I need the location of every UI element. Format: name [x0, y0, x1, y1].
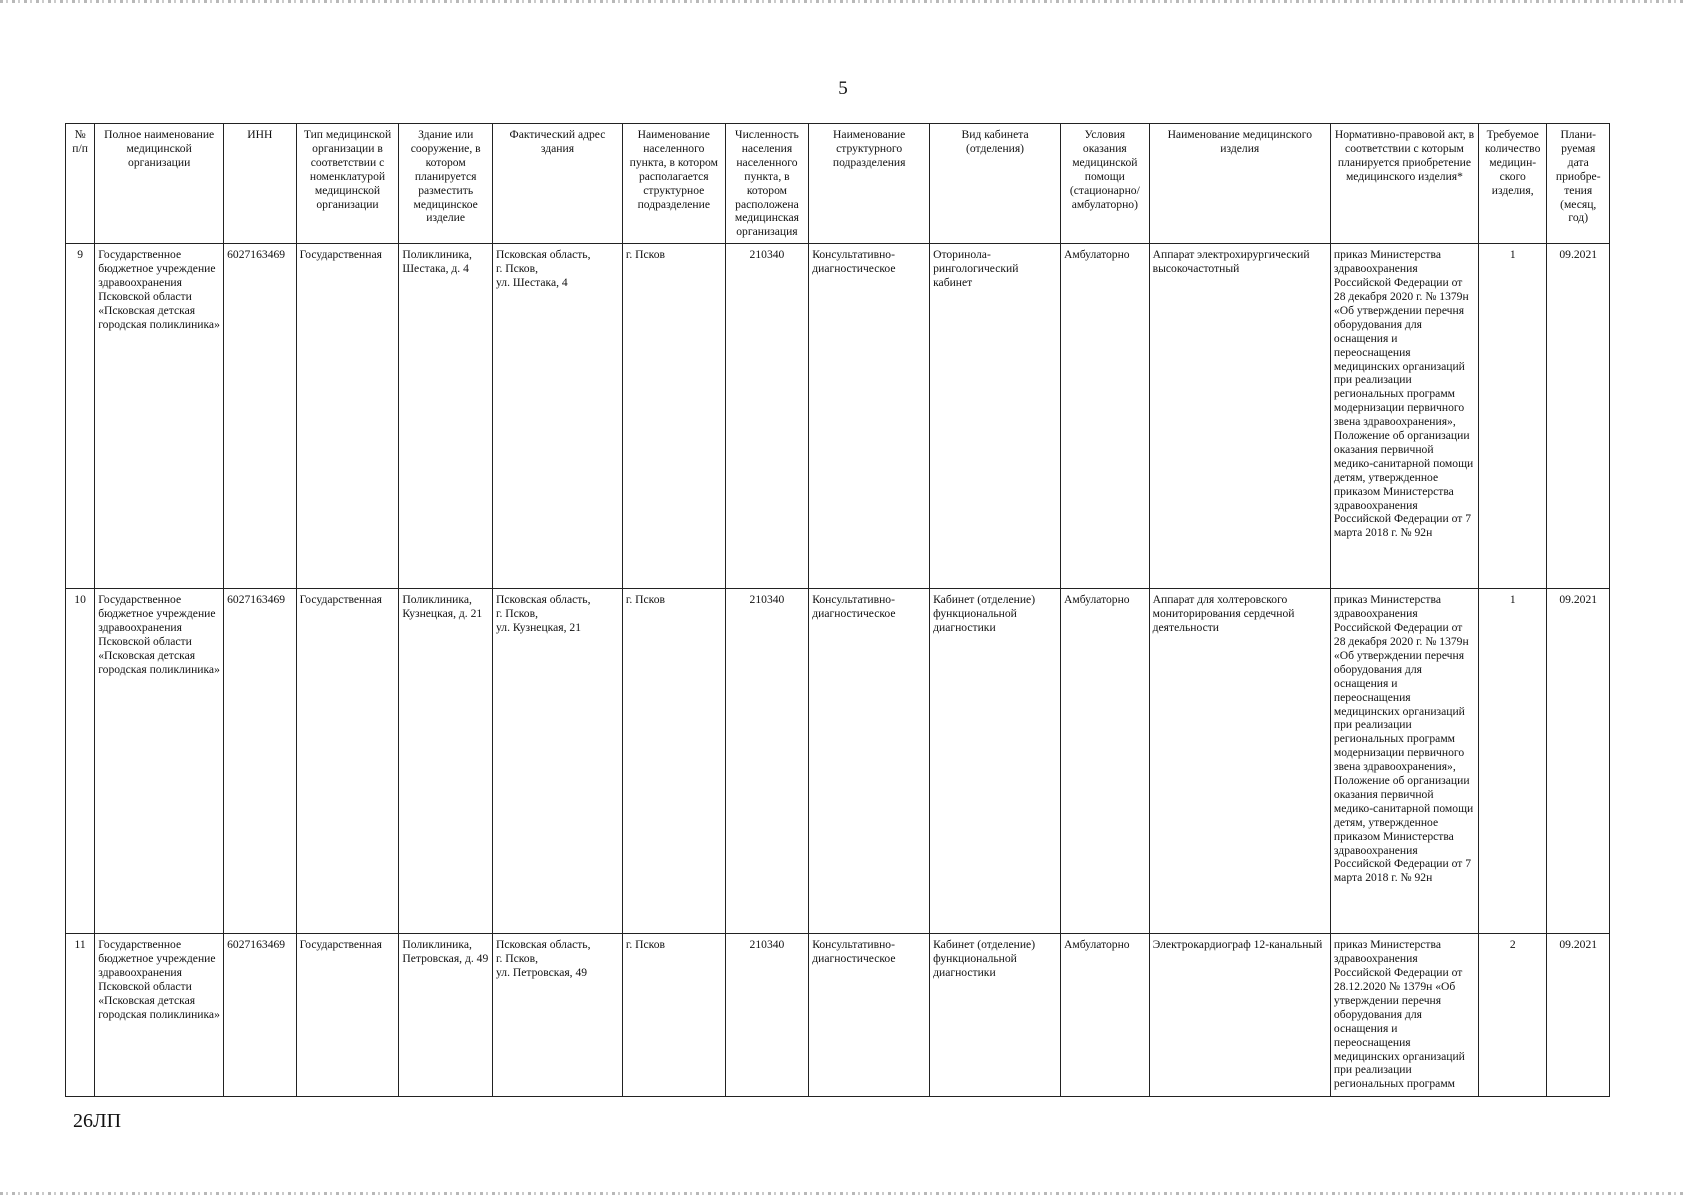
cell-address: Псковская область, г. Псков, ул. Кузнецкая, 21: [493, 589, 623, 934]
cell-type: Государственная: [296, 589, 399, 934]
cell-device: Аппарат для холтеровского мониторирования сердечной деятельности: [1149, 589, 1330, 934]
header-cabinet: Вид кабинета (отделения): [930, 124, 1061, 244]
scan-edge-top: [0, 0, 1686, 3]
cell-building: Поликлиника, Шестака, д. 4: [399, 244, 493, 589]
cell-num: 9: [66, 244, 95, 589]
cell-qty: 1: [1478, 244, 1546, 589]
cell-num: 11: [66, 934, 95, 1097]
scan-edge-bottom: [0, 1192, 1686, 1195]
header-qty: Требуемое количество медицин-ского изделия,: [1478, 124, 1546, 244]
cell-qty: 1: [1478, 589, 1546, 934]
cell-org: Государственное бюджетное учреждение здравоохранения Псковской области «Псковская детская городская поликлиника»: [95, 934, 224, 1097]
cell-locality: г. Псков: [622, 589, 725, 934]
cell-org: Государственное бюджетное учреждение здравоохранения Псковской области «Псковская детская городская поликлиника»: [95, 589, 224, 934]
cell-unit: Консультативно-диагностическое: [809, 934, 930, 1097]
header-device: Наименование медицинского изделия: [1149, 124, 1330, 244]
cell-act: приказ Министерства здравоохранения Российской Федерации от 28.12.2020 № 1379н «Об утверждении перечня оборудования для оснащения и переоснащения медицинских организаций при реализации региональных программ: [1330, 934, 1478, 1097]
table-header-row: [66, 124, 1610, 244]
cell-cabinet: Кабинет (отделение) функциональной диагностики: [930, 589, 1061, 934]
cell-inn: 6027163469: [224, 244, 297, 589]
cell-building: Поликлиника, Петровская, д. 49: [399, 934, 493, 1097]
header-address: Фактический адрес здания: [493, 124, 623, 244]
medical-equipment-table: [65, 123, 1610, 1097]
cell-act: приказ Министерства здравоохранения Российской Федерации от 28 декабря 2020 г. № 1379н «Об утверждении перечня оборудования для оснащения и переоснащения медицинских организаций при реализации региональных программ модернизации первичного звена здравоохранения», Положение об организации оказания первичной медико-санитарной помощи детям, утвержденное приказом Министерства здравоохранения Российской Федерации от 7 марта 2018 г. № 92н: [1330, 244, 1478, 589]
cell-address: Псковская область, г. Псков, ул. Петровская, 49: [493, 934, 623, 1097]
header-org: Полное наименование медицинской организации: [95, 124, 224, 244]
header-conditions: Условия оказания медицинской помощи (стационарно/ амбулаторно): [1061, 124, 1150, 244]
table-row: [66, 244, 1610, 589]
cell-cabinet: Оторинола-рингологический кабинет: [930, 244, 1061, 589]
cell-population: 210340: [725, 589, 809, 934]
page-number: 5: [838, 78, 848, 99]
cell-act: приказ Министерства здравоохранения Российской Федерации от 28 декабря 2020 г. № 1379н «Об утверждении перечня оборудования для оснащения и переоснащения медицинских организаций при реализации региональных программ модернизации первичного звена здравоохранения», Положение об организации оказания первичной медико-санитарной помощи детям, утвержденное приказом Министерства здравоохранения Российской Федерации от 7 марта 2018 г. № 92н: [1330, 589, 1478, 934]
cell-qty: 2: [1478, 934, 1546, 1097]
cell-unit: Консультативно-диагностическое: [809, 589, 930, 934]
cell-conditions: Амбулаторно: [1061, 244, 1150, 589]
cell-conditions: Амбулаторно: [1061, 934, 1150, 1097]
cell-cabinet: Кабинет (отделение) функциональной диагностики: [930, 934, 1061, 1097]
cell-inn: 6027163469: [224, 589, 297, 934]
header-type: Тип медицинской организации в соответствии с номенклатурой медицинской организации: [296, 124, 399, 244]
header-population: Численность населения населенного пункта, в котором расположена медицинская организация: [725, 124, 809, 244]
document-code: 26ЛП: [73, 1110, 122, 1132]
cell-population: 210340: [725, 244, 809, 589]
cell-org: Государственное бюджетное учреждение здравоохранения Псковской области «Псковская детская городская поликлиника»: [95, 244, 224, 589]
cell-device: Электрокардиограф 12-канальный: [1149, 934, 1330, 1097]
cell-unit: Консультативно-диагностическое: [809, 244, 930, 589]
cell-date: 09.2021: [1547, 244, 1610, 589]
cell-locality: г. Псков: [622, 244, 725, 589]
cell-locality: г. Псков: [622, 934, 725, 1097]
cell-conditions: Амбулаторно: [1061, 589, 1150, 934]
table-row: [66, 934, 1610, 1097]
cell-address: Псковская область, г. Псков, ул. Шестака, 4: [493, 244, 623, 589]
cell-population: 210340: [725, 934, 809, 1097]
cell-building: Поликлиника, Кузнецкая, д. 21: [399, 589, 493, 934]
cell-inn: 6027163469: [224, 934, 297, 1097]
cell-num: 10: [66, 589, 95, 934]
cell-type: Государственная: [296, 244, 399, 589]
header-locality: Наименование населенного пункта, в котором располагается структурное подразделение: [622, 124, 725, 244]
cell-type: Государственная: [296, 934, 399, 1097]
header-num: № п/п: [66, 124, 95, 244]
table-row: [66, 589, 1610, 934]
cell-device: Аппарат электрохирургический высокочастотный: [1149, 244, 1330, 589]
header-unit: Наименование структурного подразделения: [809, 124, 930, 244]
header-inn: ИНН: [224, 124, 297, 244]
header-act: Нормативно-правовой акт, в соответствии с которым планируется приобретение медицинского изделия*: [1330, 124, 1478, 244]
header-building: Здание или сооружение, в котором планируется разместить медицинское изделие: [399, 124, 493, 244]
cell-date: 09.2021: [1547, 589, 1610, 934]
cell-date: 09.2021: [1547, 934, 1610, 1097]
header-date: Плани-руемая дата приобре-тения (месяц, год): [1547, 124, 1610, 244]
